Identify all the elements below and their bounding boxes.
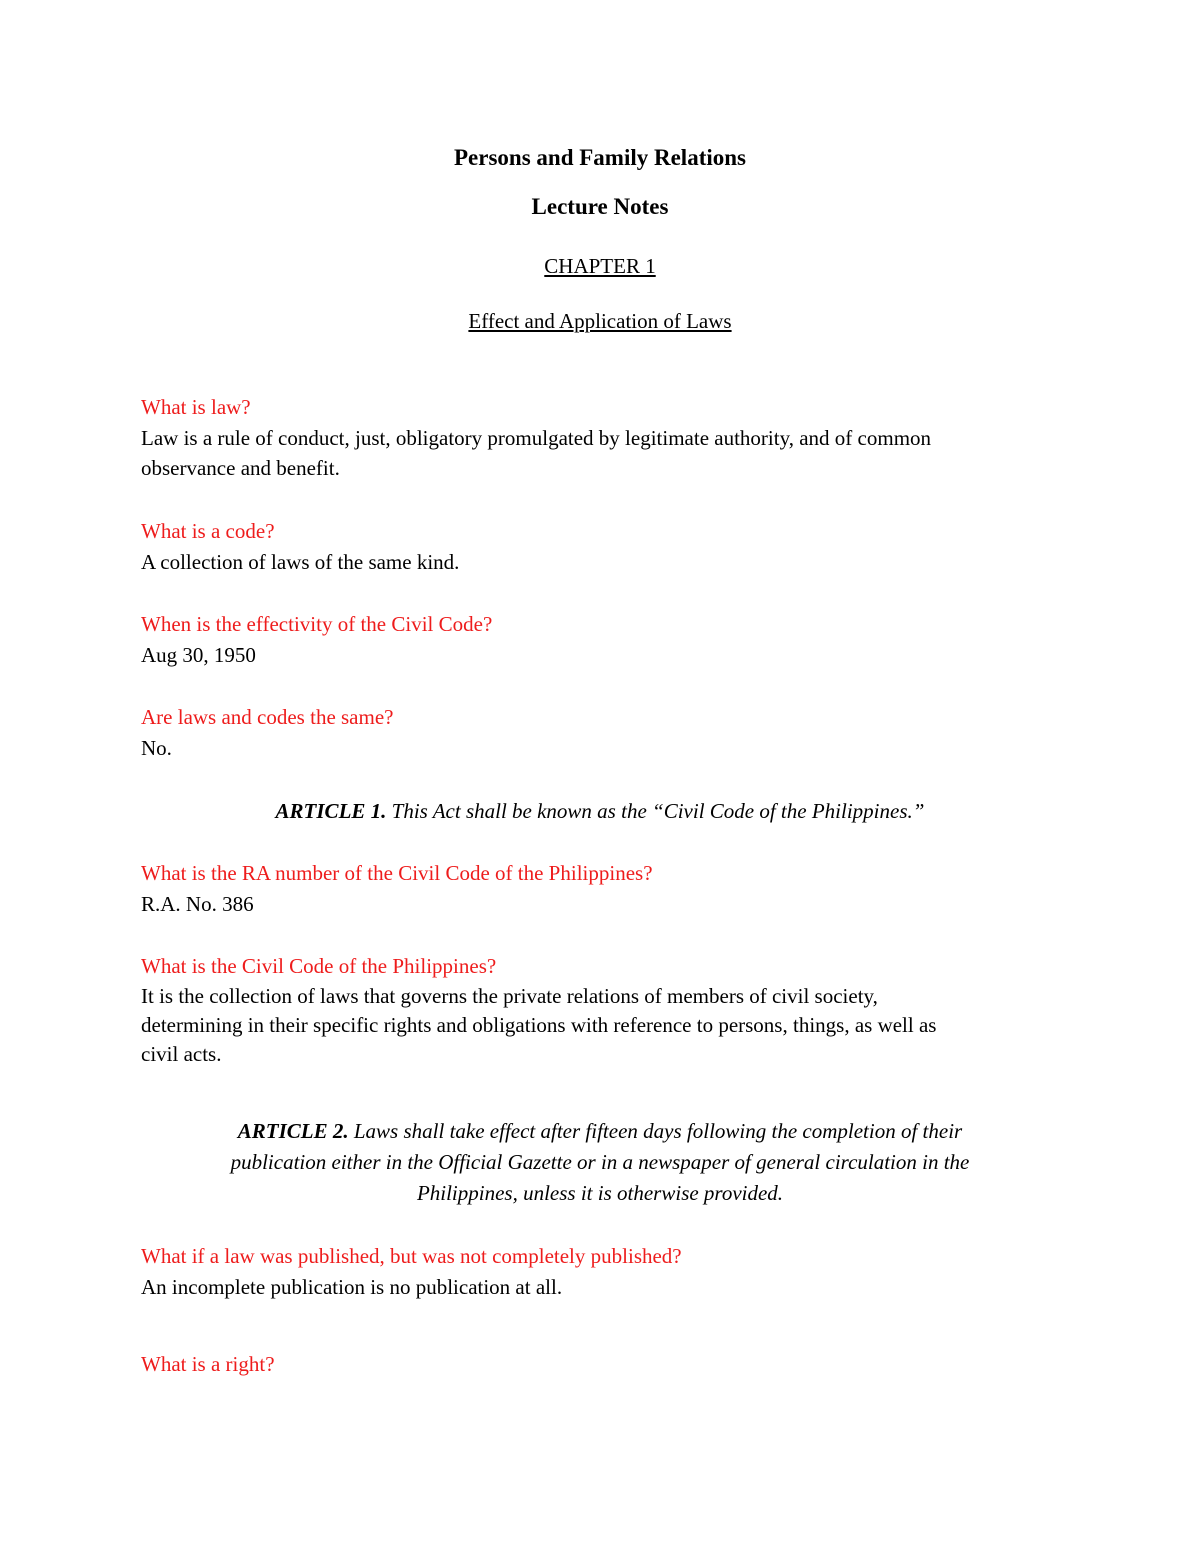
answer-line: It is the collection of laws that governs the private relations of members of civil society, — [141, 984, 878, 1008]
answer — [141, 982, 1051, 1069]
chapter-heading — [0, 251, 1200, 281]
chapter-title-heading — [0, 306, 1200, 336]
answer: R.A. No. 386 — [141, 892, 254, 916]
article-label: ARTICLE 1. — [275, 799, 387, 823]
answer-line: civil acts. — [141, 1042, 222, 1066]
answer-line: observance and benefit. — [141, 456, 340, 480]
question: What is the RA number of the Civil Code of the Philippines? — [141, 861, 653, 885]
article-2 — [0, 1116, 1200, 1209]
question: Are laws and codes the same? — [141, 705, 394, 729]
question: What is the Civil Code of the Philippines? — [141, 954, 497, 978]
question: When is the effectivity of the Civil Code? — [141, 612, 493, 636]
answer: A collection of laws of the same kind. — [141, 550, 460, 574]
document-subtitle: Lecture Notes — [531, 194, 669, 219]
article-line: publication either in the Official Gazette or in a newspaper of general circulation in the — [230, 1150, 970, 1174]
chapter-number: CHAPTER 1 — [544, 254, 656, 278]
article-text: This Act shall be known as the “Civil Code of the Philippines.” — [386, 799, 925, 823]
article-line: Philippines, unless it is otherwise provided. — [416, 1181, 784, 1205]
question: What is a right? — [141, 1352, 275, 1376]
answer-line: Law is a rule of conduct, just, obligatory promulgated by legitimate authority, and of common — [141, 426, 932, 450]
answer: Aug 30, 1950 — [141, 643, 256, 667]
article-label: ARTICLE 2. — [237, 1119, 349, 1143]
article-text: Laws shall take effect after fifteen days following the completion of their — [348, 1119, 963, 1143]
document-title: Persons and Family Relations — [454, 145, 746, 170]
article-1 — [0, 796, 1200, 826]
question: What is law? — [141, 395, 251, 419]
chapter-title: Effect and Application of Laws — [468, 309, 732, 333]
article-line — [0, 1116, 1200, 1147]
answer: No. — [141, 736, 172, 760]
question: What is a code? — [141, 519, 275, 543]
answer-line: determining in their specific rights and obligations with reference to persons, things, as well as — [141, 1013, 937, 1037]
answer — [141, 423, 1051, 483]
answer: An incomplete publication is no publication at all. — [141, 1275, 563, 1299]
question: What if a law was published, but was not completely published? — [141, 1244, 682, 1268]
